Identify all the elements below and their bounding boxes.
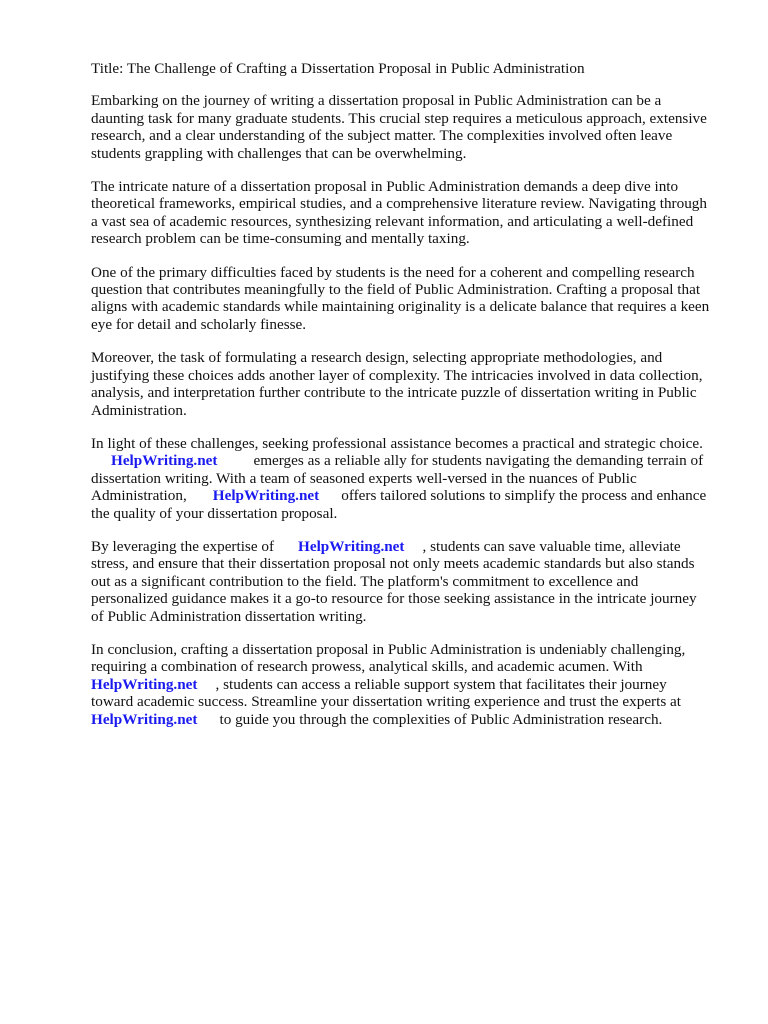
helpwriting-link[interactable]: HelpWriting.net — [212, 487, 320, 505]
helpwriting-link[interactable]: HelpWriting.net — [91, 710, 198, 728]
text-line: theoretical frameworks, empirical studies, and a comprehensive literature review. Navigating through — [91, 195, 707, 213]
text-line: question that contributes meaningfully to the field of Public Administration. Crafting a proposal that — [91, 281, 701, 299]
paragraph-methodology — [91, 349, 731, 419]
text-line: Administration. — [91, 401, 187, 419]
text-segment: By leveraging the expertise of — [91, 537, 275, 555]
paragraph-assistance — [91, 435, 731, 522]
text-line: the quality of your dissertation proposal. — [91, 504, 338, 522]
text-segment: offers tailored solutions to simplify the process and enhance — [341, 487, 707, 505]
text-line: daunting task for many graduate students. This crucial step requires a meticulous approach, extensive — [91, 109, 707, 127]
text-line: Moreover, the task of formulating a research design, selecting appropriate methodologies, and — [91, 349, 663, 367]
paragraph-nature — [91, 178, 731, 248]
text-line: justifying these choices adds another layer of complexity. The intricacies involved in data collection, — [91, 366, 703, 384]
document-page — [91, 60, 731, 744]
text-line: The intricate nature of a dissertation proposal in Public Administration demands a deep dive into — [91, 178, 679, 196]
text-segment: to guide you through the complexities of Public Administration research. — [219, 710, 663, 728]
text-line — [91, 711, 731, 728]
text-line: One of the primary difficulties faced by students is the need for a coherent and compelling research — [91, 263, 695, 281]
text-line: of Public Administration dissertation writing. — [91, 607, 367, 625]
text-line: research problem can be time-consuming and mentally taxing. — [91, 230, 470, 248]
text-segment: , students can save valuable time, alleviate — [422, 537, 681, 555]
text-line — [91, 538, 731, 555]
text-line — [91, 676, 731, 693]
text-line — [91, 487, 731, 504]
text-line: a vast sea of academic resources, synthesizing relevant information, and articulating a well-defined — [91, 212, 694, 230]
text-line: Embarking on the journey of writing a dissertation proposal in Public Administration can be a — [91, 92, 662, 110]
text-line: students grappling with challenges that can be overwhelming. — [91, 144, 467, 162]
text-segment: emerges as a reliable ally for students navigating the demanding terrain of — [253, 452, 704, 470]
document-title: Title: The Challenge of Crafting a Dissertation Proposal in Public Administration — [91, 60, 585, 77]
text-segment: , students can access a reliable support system that facilitates their journey — [215, 675, 667, 693]
text-line — [91, 452, 731, 469]
helpwriting-link[interactable]: HelpWriting.net — [111, 452, 218, 470]
text-line: stress, and ensure that their dissertation proposal not only meets academic standards but also stands — [91, 555, 695, 573]
text-line: eye for detail and scholarly finesse. — [91, 315, 307, 333]
paragraph-conclusion — [91, 641, 731, 728]
paragraph-difficulties — [91, 264, 731, 334]
helpwriting-link[interactable]: HelpWriting.net — [298, 537, 405, 555]
text-line: dissertation writing. With a team of seasoned experts well-versed in the nuances of Public — [91, 469, 637, 487]
text-line: In light of these challenges, seeking professional assistance becomes a practical and strategic choice. — [91, 434, 703, 452]
paragraph-intro — [91, 92, 731, 162]
text-line: research, and a clear understanding of the subject matter. The complexities involved often leave — [91, 127, 673, 145]
text-segment: Administration, — [91, 487, 187, 505]
text-line: personalized guidance makes it a go-to resource for those seeking assistance in the intricate journey — [91, 590, 697, 608]
text-line: In conclusion, crafting a dissertation proposal in Public Administration is undeniably challenging, — [91, 640, 686, 658]
helpwriting-link[interactable]: HelpWriting.net — [91, 675, 198, 693]
text-line: aligns with academic standards while maintaining originality is a delicate balance that requires a keen — [91, 298, 710, 316]
text-line: requiring a combination of research prowess, analytical skills, and academic acumen. With — [91, 658, 643, 676]
text-line: toward academic success. Streamline your dissertation writing experience and trust the experts at — [91, 693, 681, 711]
text-line: out as a significant contribution to the field. The platform's commitment to excellence and — [91, 572, 639, 590]
paragraph-leverage — [91, 538, 731, 625]
text-line: analysis, and interpretation further contribute to the intricate puzzle of dissertation writing in Public — [91, 384, 697, 402]
